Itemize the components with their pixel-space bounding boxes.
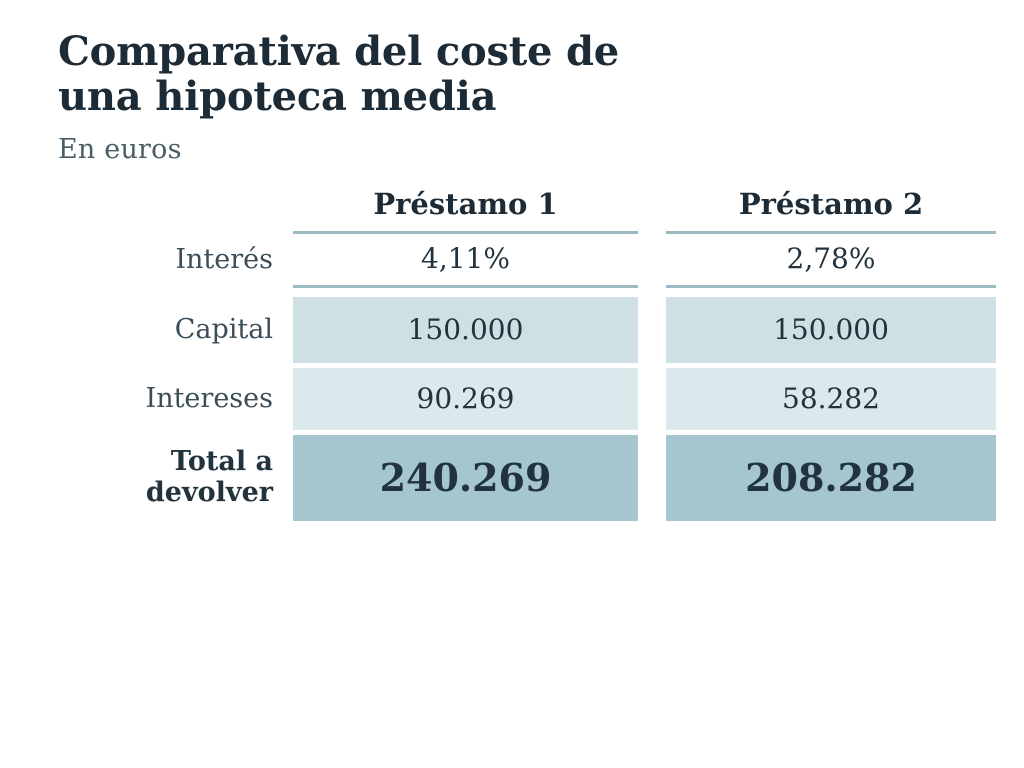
table-row	[58, 297, 996, 363]
spacer-cell	[58, 288, 293, 297]
cell-capital-loan-2: 150.000	[666, 297, 996, 363]
row-gap	[638, 368, 666, 430]
corner-cell	[58, 181, 293, 231]
row-label-total-line-1: Total a	[170, 446, 273, 478]
spacer-cell	[293, 288, 638, 297]
row-label-capital: Capital	[174, 314, 273, 346]
row-gap	[638, 234, 666, 285]
page-title	[58, 30, 778, 120]
page-subtitle: En euros	[58, 133, 182, 165]
page-title-line-2: una hipoteca media	[58, 72, 497, 120]
row-label-intereses: Intereses	[145, 383, 273, 415]
cell-capital-loan-1: 150.000	[293, 297, 638, 363]
table-row-total	[58, 435, 996, 521]
table-header-row	[58, 181, 996, 231]
column-gap	[638, 181, 666, 231]
row-gap	[638, 435, 666, 521]
cell-intereses-loan-1: 90.269	[293, 368, 638, 430]
column-header-loan-1: Préstamo 1	[373, 186, 558, 221]
row-label-interes: Interés	[175, 243, 273, 275]
cell-total-loan-1: 240.269	[293, 435, 638, 521]
comparison-table	[58, 181, 996, 521]
cell-intereses-loan-2: 58.282	[666, 368, 996, 430]
row-gap	[638, 297, 666, 363]
page-title-line-1: Comparativa del coste de	[58, 28, 620, 75]
table-row	[58, 368, 996, 430]
spacer-row	[58, 288, 996, 297]
cell-total-loan-2: 208.282	[666, 435, 996, 521]
row-label-total-a-devolver	[58, 435, 293, 521]
cell-interes-loan-2: 2,78%	[786, 241, 876, 275]
column-header-loan-2: Préstamo 2	[738, 186, 924, 221]
table-row	[58, 234, 996, 285]
cell-interes-loan-1: 4,11%	[421, 241, 510, 275]
spacer-cell	[638, 288, 666, 297]
row-label-total-line-2: devolver	[145, 476, 273, 508]
spacer-cell	[666, 288, 996, 297]
